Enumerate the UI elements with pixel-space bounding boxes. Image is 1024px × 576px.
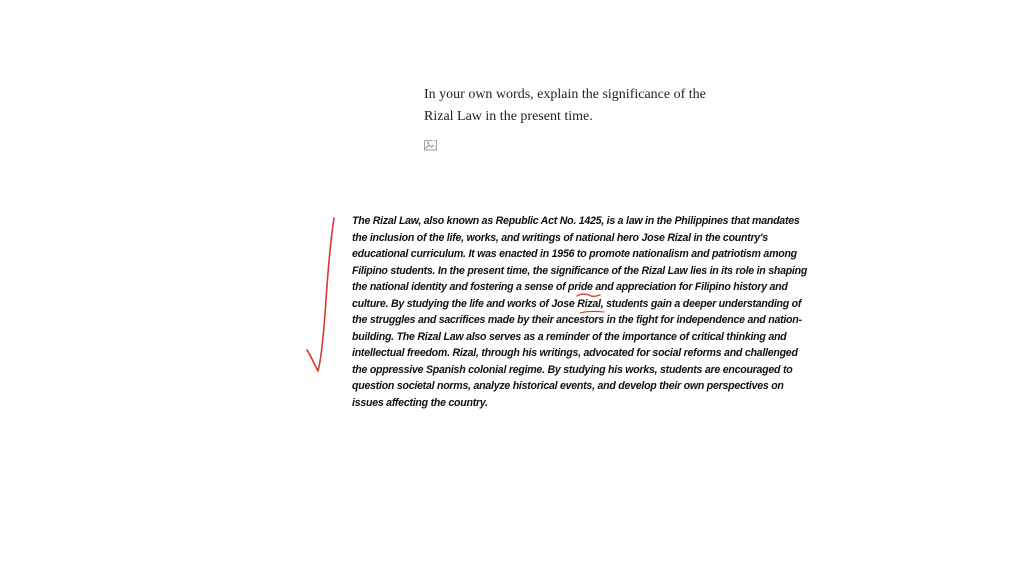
answer-line: question societal norms, analyze historical events, and develop their own perspectives on <box>352 380 784 392</box>
answer-line: culture. By studying the life and works of Jose Rizal, students gain a deeper understanding of <box>352 297 802 310</box>
question-text <box>424 84 784 128</box>
answer-line: the national identity and fostering a sense of pride and appreciation for Filipino history and <box>352 281 788 293</box>
answer-line: educational curriculum. It was enacted in 1956 to promote nationalism and patriotism among <box>352 248 797 260</box>
answer-line: intellectual freedom. Rizal, through his writings, advocated for social reforms and challenged <box>352 347 798 359</box>
answer-line: Filipino students. In the present time, the significance of the Rizal Law lies in its role in shaping <box>352 264 808 277</box>
answer-text <box>352 213 832 411</box>
question-line: Rizal Law in the present time. <box>424 109 593 124</box>
question-line: In your own words, explain the significance of the <box>424 87 706 102</box>
answer-line: building. The Rizal Law also serves as a reminder of the importance of critical thinking and <box>352 330 787 343</box>
answer-line: issues affecting the country. <box>352 396 488 409</box>
answer-line: the struggles and sacrifices made by their ancestors in the fight for independence and nation- <box>352 314 802 326</box>
broken-image-icon <box>424 140 438 151</box>
answer-line: The Rizal Law, also known as Republic Act No. 1425, is a law in the Philippines that mandates <box>352 215 800 227</box>
answer-line: the oppressive Spanish colonial regime. By studying his works, students are encouraged to <box>352 363 793 376</box>
checkmark-annotation <box>307 218 334 371</box>
answer-line: the inclusion of the life, works, and writings of national hero Jose Rizal in the country's <box>352 231 768 244</box>
